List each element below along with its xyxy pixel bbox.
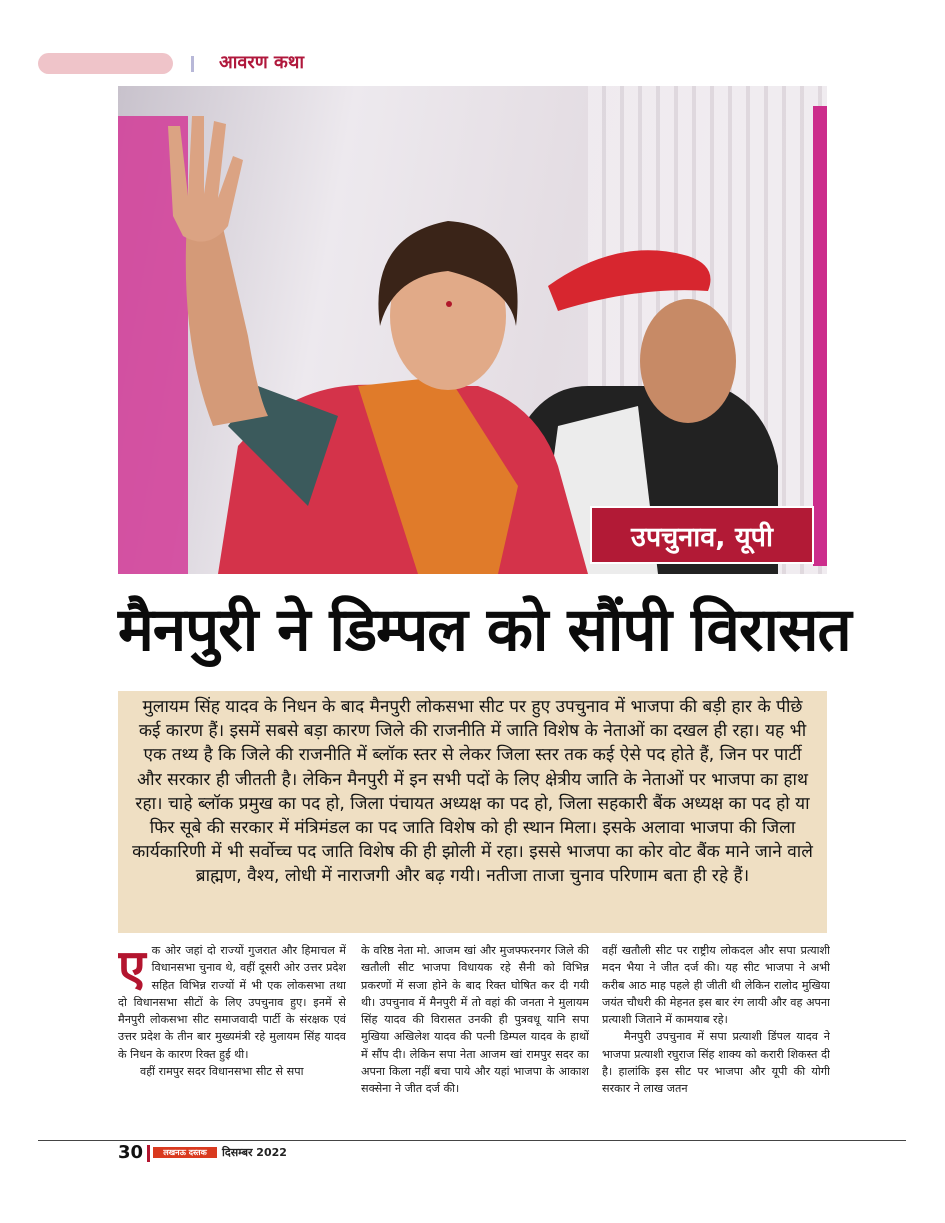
footer-rule [38,1140,906,1141]
body-column-3 [602,942,830,1130]
col3-paragraph-1: वहीं खतौली सीट पर राष्ट्रीय लोकदल और सपा प्रत्याशी मदन भैया ने जीत दर्ज की। यह सीट भाजपा ने अभी करीब आठ माह पहले ही जीती थी लेकिन रालोद मुखिया जयंत चौधरी की मेहनत इस बार रंग लायी और वह अपना प्रत्याशी जिताने में कामयाब रहे। [602,944,830,1027]
bindi [446,301,452,307]
category-badge: उपचुनाव, यूपी [590,506,814,564]
footer-separator [147,1145,150,1162]
section-divider [191,56,194,72]
waving-hand [168,116,243,242]
col1-paragraph-1: क ओर जहां दो राज्यों गुजरात और हिमाचल में विधानसभा चुनाव थे, वहीं दूसरी ओर उत्तर प्रदेश सहित विभिन्न राज्यों में भी एक लोकसभा तथा दो विधानसभा सीटों के लिए उपचुनाव हुए। इनमें से मैनपुरी लोकसभा सीट समाजवादी पार्टी के संरक्षक एवं उत्तर प्रदेश के तीन बार मुख्यमंत्री रहे मुलायम सिंह यादव के निधन के कारण रिक्त हुई थी। [118,944,346,1061]
col1-paragraph-2: वहीं रामपुर सदर विधानसभा सीट से सपा [140,1065,304,1079]
issue-date: दिसम्बर 2022 [222,1146,287,1159]
drop-cap: ए [118,942,146,996]
magazine-logo: लखनऊ दस्तक [153,1147,217,1158]
page-number: 30 [118,1142,144,1163]
col2-paragraph: के वरिष्ठ नेता मो. आजम खां और मुजफ्फरनगर जिले की खतौली सीट भाजपा विधायक रहे सैनी को विभिन्न प्रकरणों में सजा होने के बाद रिक्त घोषित कर दी गयी थी। उपचुनाव में मैनपुरी में तो वहां की जनता ने मुलायम सिंह यादव की विरासत उनकी ही पुत्रवधू यानि सपा मुखिया अखिलेश यादव की पत्नी डिम्पल यादव के हाथों में सौंप दी। लेकिन सपा नेता आजम खां रामपुर सदर का अपना किला नहीं बचा पाये और यहां भाजपा के आकाश सक्सेना ने जीत दर्ज की। [361,944,589,1096]
cover-photo [118,86,827,574]
man-face [640,299,736,423]
section-label: आवरण कथा [219,52,305,73]
col3-paragraph-2: मैनपुरी उपचुनाव में सपा प्रत्याशी डिंपल यादव ने भाजपा प्रत्याशी रघुराज सिंह शाक्य को करारी शिकस्त दी है। हालांकि इस सीट पर भाजपा और यूपी की योगी सरकार ने लाख जतन [602,1030,830,1096]
photo-illustration [118,86,827,574]
body-column-1 [118,942,346,1130]
section-tab-decoration [38,53,173,74]
body-column-2 [361,942,589,1130]
headline: मैनपुरी ने डिम्पल को सौंपी विरासत [118,595,851,665]
lede-summary: मुलायम सिंह यादव के निधन के बाद मैनपुरी लोकसभा सीट पर हुए उपचुनाव में भाजपा की बड़ी हार के पीछे कई कारण हैं। इसमें सबसे बड़ा कारण जिले की राजनीति में जाति विशेष के नेताओं का दखल ही रहा। यह भी एक तथ्य है कि जिले की राजनीति में ब्लॉक स्तर से लेकर जिला स्तर तक कई ऐसे पद होते हैं, जिन पर पार्टी और सरकार ही जीतती है। लेकिन मैनपुरी में इन सभी पदों के लिए क्षेत्रीय जाति के नेताओं पर भाजपा का हाथ रहा। चाहे ब्लॉक प्रमुख का पद हो, जिला पंचायत अध्यक्ष का पद हो, जिला सहकारी बैंक अध्यक्ष का पद हो या फिर सूबे की सरकार में मंत्रिमंडल का पद जाति विशेष को ही स्थान मिला। इसके अलावा भाजपा की जिला कार्यकारिणी में भी सर्वोच्च पद जाति विशेष की ही झोली में रहा। इससे भाजपा का कोर वोट बैंक माने जाने वाले ब्राह्मण, वैश्य, लोधी में नाराजगी और बढ़ गयी। नतीजा ताजा चुनाव परिणाम बता ही रहे हैं। [118,691,827,933]
